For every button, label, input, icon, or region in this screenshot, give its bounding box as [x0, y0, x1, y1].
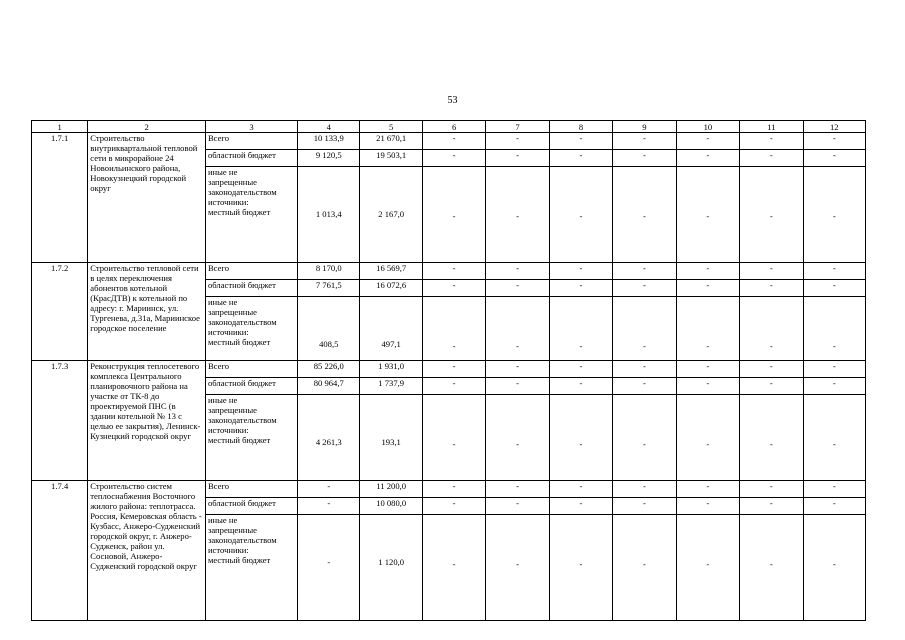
empty-value-cell: - — [486, 297, 549, 361]
value-cell: 7 761,5 — [298, 280, 360, 297]
empty-value-cell: - — [803, 167, 865, 263]
source-other-line: запрещенные — [207, 177, 257, 187]
budget-table — [31, 120, 866, 621]
header-row — [32, 121, 866, 133]
source-other-line: иные не — [207, 297, 238, 307]
empty-value-cell: - — [676, 481, 739, 498]
value-cell: 8 170,0 — [298, 263, 360, 280]
empty-value-cell: - — [676, 395, 739, 481]
source-other-label — [205, 297, 297, 361]
empty-value-cell: - — [613, 515, 676, 621]
value-cell: 1 120,0 — [360, 515, 422, 621]
project-name: Строительство систем теплоснабжения Восточного жилого района: теплотрасса. Россия, Кемеровская область - Кузбасс, Анжеро-Судженский городской округ, г. Анжеро-Судженск, район ул. Сосновой, Анжеро-Судженский городской округ — [88, 481, 206, 621]
empty-value-cell: - — [422, 297, 485, 361]
column-header: 1 — [32, 121, 88, 133]
empty-value-cell: - — [740, 167, 803, 263]
empty-value-cell: - — [740, 515, 803, 621]
column-header: 3 — [205, 121, 297, 133]
source-other-line: местный бюджет — [207, 207, 271, 217]
row-number: 1.7.2 — [32, 263, 88, 361]
empty-value-cell: - — [422, 150, 485, 167]
value-cell: 21 670,1 — [360, 133, 422, 150]
source-total-label: Всего — [205, 481, 297, 498]
source-total-label: Всего — [205, 263, 297, 280]
row-number: 1.7.4 — [32, 481, 88, 621]
empty-value-cell: - — [676, 361, 739, 378]
empty-value-cell: - — [803, 150, 865, 167]
empty-value-cell: - — [740, 481, 803, 498]
empty-value-cell: - — [740, 280, 803, 297]
value-cell: - — [298, 515, 360, 621]
value-cell: 1 737,9 — [360, 378, 422, 395]
empty-value-cell: - — [740, 133, 803, 150]
empty-value-cell: - — [549, 515, 612, 621]
value-cell: 1 931,0 — [360, 361, 422, 378]
empty-value-cell: - — [740, 263, 803, 280]
column-header: 10 — [676, 121, 739, 133]
value-cell: 10 080,0 — [360, 498, 422, 515]
source-other-line: источники: — [207, 197, 249, 207]
value-cell: 1 013,4 — [298, 167, 360, 263]
value-cell: - — [298, 481, 360, 498]
empty-value-cell: - — [613, 498, 676, 515]
value-cell: 10 133,9 — [298, 133, 360, 150]
empty-value-cell: - — [422, 515, 485, 621]
empty-value-cell: - — [676, 167, 739, 263]
empty-value-cell: - — [803, 378, 865, 395]
source-other-line: иные не — [207, 395, 238, 405]
empty-value-cell: - — [486, 167, 549, 263]
empty-value-cell: - — [613, 378, 676, 395]
empty-value-cell: - — [740, 297, 803, 361]
empty-value-cell: - — [803, 263, 865, 280]
column-header: 2 — [88, 121, 206, 133]
empty-value-cell: - — [422, 395, 485, 481]
empty-value-cell: - — [486, 498, 549, 515]
value-cell: 4 261,3 — [298, 395, 360, 481]
value-cell: 16 569,7 — [360, 263, 422, 280]
empty-value-cell: - — [549, 280, 612, 297]
source-other-line: иные не — [207, 515, 238, 525]
column-header: 5 — [360, 121, 422, 133]
source-other-label — [205, 395, 297, 481]
empty-value-cell: - — [676, 378, 739, 395]
value-cell: 16 072,6 — [360, 280, 422, 297]
source-other-line: законодательством — [207, 415, 277, 425]
empty-value-cell: - — [486, 280, 549, 297]
source-total-label: Всего — [205, 361, 297, 378]
empty-value-cell: - — [613, 297, 676, 361]
project-name: Строительство внутриквартальной тепловой сети в микрорайоне 24 Новоильинского района, Новокузнецкий городской округ — [88, 133, 206, 263]
value-cell: 9 120,5 — [298, 150, 360, 167]
page-number: 53 — [447, 95, 458, 106]
empty-value-cell: - — [676, 280, 739, 297]
source-other-line: местный бюджет — [207, 435, 271, 445]
empty-value-cell: - — [676, 297, 739, 361]
empty-value-cell: - — [422, 481, 485, 498]
column-header: 4 — [298, 121, 360, 133]
source-other-line: законодательством — [207, 187, 277, 197]
empty-value-cell: - — [486, 378, 549, 395]
column-header: 7 — [486, 121, 549, 133]
value-cell: 19 503,1 — [360, 150, 422, 167]
empty-value-cell: - — [613, 167, 676, 263]
table-row — [32, 133, 866, 150]
empty-value-cell: - — [676, 498, 739, 515]
empty-value-cell: - — [549, 395, 612, 481]
source-other-line: законодательством — [207, 535, 277, 545]
value-cell: 85 226,0 — [298, 361, 360, 378]
source-other-line: местный бюджет — [207, 555, 271, 565]
empty-value-cell: - — [740, 361, 803, 378]
empty-value-cell: - — [803, 515, 865, 621]
empty-value-cell: - — [549, 361, 612, 378]
empty-value-cell: - — [803, 297, 865, 361]
empty-value-cell: - — [549, 167, 612, 263]
empty-value-cell: - — [422, 378, 485, 395]
empty-value-cell: - — [613, 280, 676, 297]
empty-value-cell: - — [422, 263, 485, 280]
value-cell: 193,1 — [360, 395, 422, 481]
empty-value-cell: - — [613, 133, 676, 150]
empty-value-cell: - — [676, 263, 739, 280]
column-header: 6 — [422, 121, 485, 133]
empty-value-cell: - — [740, 498, 803, 515]
table-row — [32, 361, 866, 378]
empty-value-cell: - — [613, 395, 676, 481]
source-other-line: запрещенные — [207, 525, 257, 535]
column-header: 12 — [803, 121, 865, 133]
value-cell: - — [298, 498, 360, 515]
source-other-line: местный бюджет — [207, 337, 271, 347]
project-name: Строительство тепловой сети в целях переключения абонентов котельной (КрасДТВ) к котельной по адресу: г. Мариинск, ул. Тургенева, д.31а, Мариинское городское поселение — [88, 263, 206, 361]
empty-value-cell: - — [613, 150, 676, 167]
value-cell: 497,1 — [360, 297, 422, 361]
empty-value-cell: - — [486, 395, 549, 481]
empty-value-cell: - — [486, 361, 549, 378]
source-total-label: Всего — [205, 133, 297, 150]
source-other-line: источники: — [207, 425, 249, 435]
column-header: 9 — [613, 121, 676, 133]
empty-value-cell: - — [422, 133, 485, 150]
source-other-label — [205, 515, 297, 621]
empty-value-cell: - — [613, 361, 676, 378]
value-cell: 408,5 — [298, 297, 360, 361]
empty-value-cell: - — [613, 263, 676, 280]
empty-value-cell: - — [676, 150, 739, 167]
table-row — [32, 263, 866, 280]
empty-value-cell: - — [549, 263, 612, 280]
source-other-line: законодательством — [207, 317, 277, 327]
empty-value-cell: - — [422, 498, 485, 515]
value-cell: 11 200,0 — [360, 481, 422, 498]
empty-value-cell: - — [613, 481, 676, 498]
empty-value-cell: - — [676, 133, 739, 150]
empty-value-cell: - — [676, 515, 739, 621]
table-row — [32, 481, 866, 498]
empty-value-cell: - — [486, 150, 549, 167]
empty-value-cell: - — [803, 481, 865, 498]
source-regional-label: областной бюджет — [205, 150, 297, 167]
column-header: 8 — [549, 121, 612, 133]
empty-value-cell: - — [422, 280, 485, 297]
empty-value-cell: - — [803, 133, 865, 150]
value-cell: 2 167,0 — [360, 167, 422, 263]
value-cell: 80 964,7 — [298, 378, 360, 395]
source-other-line: источники: — [207, 545, 249, 555]
empty-value-cell: - — [422, 167, 485, 263]
row-number: 1.7.3 — [32, 361, 88, 481]
empty-value-cell: - — [549, 481, 612, 498]
empty-value-cell: - — [740, 150, 803, 167]
empty-value-cell: - — [549, 150, 612, 167]
empty-value-cell: - — [740, 395, 803, 481]
empty-value-cell: - — [803, 280, 865, 297]
source-other-label — [205, 167, 297, 263]
column-header: 11 — [740, 121, 803, 133]
empty-value-cell: - — [549, 378, 612, 395]
empty-value-cell: - — [486, 133, 549, 150]
empty-value-cell: - — [803, 395, 865, 481]
empty-value-cell: - — [549, 133, 612, 150]
source-other-line: иные не — [207, 167, 238, 177]
row-number: 1.7.1 — [32, 133, 88, 263]
project-name: Реконструкция теплосетевого комплекса Центрального планировочного района на участке от ТК-8 до проектируемой ПНС (в здании котельной № 13 с целью ее закрытия), Ленинск-Кузнецкий городской округ — [88, 361, 206, 481]
empty-value-cell: - — [422, 361, 485, 378]
source-regional-label: областной бюджет — [205, 378, 297, 395]
source-other-line: запрещенные — [207, 307, 257, 317]
source-other-line: источники: — [207, 327, 249, 337]
source-regional-label: областной бюджет — [205, 280, 297, 297]
empty-value-cell: - — [549, 498, 612, 515]
empty-value-cell: - — [803, 361, 865, 378]
empty-value-cell: - — [486, 515, 549, 621]
empty-value-cell: - — [486, 263, 549, 280]
source-other-line: запрещенные — [207, 405, 257, 415]
empty-value-cell: - — [803, 498, 865, 515]
empty-value-cell: - — [549, 297, 612, 361]
empty-value-cell: - — [486, 481, 549, 498]
empty-value-cell: - — [740, 378, 803, 395]
source-regional-label: областной бюджет — [205, 498, 297, 515]
